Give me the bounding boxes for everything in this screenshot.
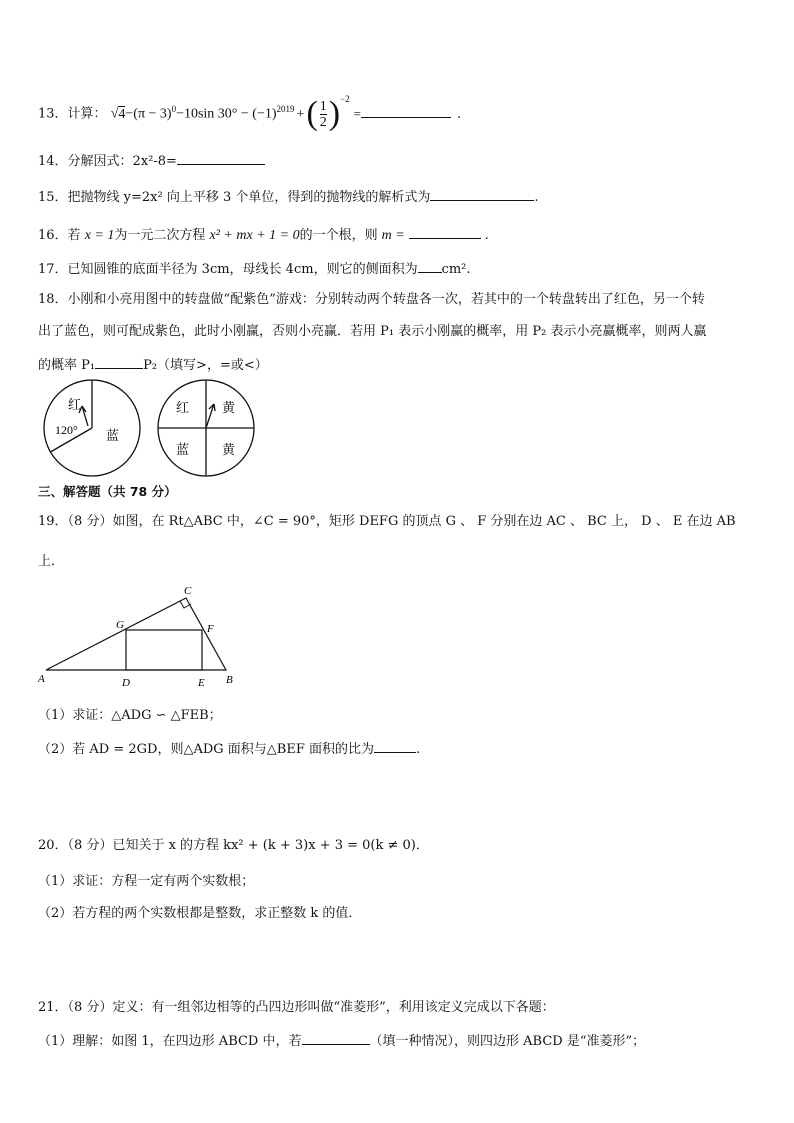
q13-answer-blank[interactable]: [361, 103, 451, 118]
q18-p2: P₂（填写>，=或<）: [143, 358, 268, 373]
q16-equation: x² + mx + 1 = 0: [209, 228, 300, 243]
q19-part2-end: .: [415, 742, 421, 757]
q17-a: 17．已知圆锥的底面半径为 3cm，母线长 4cm，则它的侧面积为: [38, 262, 418, 277]
q17-b: cm².: [441, 262, 471, 277]
label-f: F: [207, 623, 214, 635]
q13-fraction-num: 1: [319, 98, 327, 114]
spinner-2: [158, 380, 254, 476]
q13-label: 计算：: [67, 106, 107, 122]
question-20-part-1: （1）求证：方程一定有两个实数根；: [38, 874, 255, 889]
spinner-1: [44, 380, 140, 476]
question-19-part-1: （1）求证：△ADG ∽ △FEB；: [38, 708, 222, 723]
q14-text: 14．分解因式：2x²-8=: [38, 154, 177, 169]
q16-a: 16．若: [38, 228, 81, 243]
question-15: [38, 186, 539, 208]
section-3-title: 三、解答题（共 78 分）: [38, 484, 177, 499]
q19-answer-blank[interactable]: [374, 738, 416, 753]
question-19-line-2: 上．: [38, 554, 65, 569]
q16-m: m =: [381, 228, 405, 243]
question-17: [38, 258, 471, 280]
q13-exp0: 0: [171, 104, 177, 115]
q16-b: 为一元二次方程: [114, 228, 206, 243]
question-16: [38, 224, 489, 246]
q15-text: 15．把抛物线 y=2x² 向上平移 3 个单位，得到的抛物线的解析式为: [38, 190, 431, 205]
triangle-figure: [34, 584, 244, 690]
label-d: D: [122, 677, 130, 689]
label-g: G: [116, 619, 124, 631]
label-c: C: [184, 585, 192, 597]
question-21-part-1: [38, 1030, 645, 1052]
spinner-1-angle: 120°: [55, 423, 78, 437]
spinner-1-red: 红: [68, 398, 82, 413]
q16-condition: x = 1: [84, 228, 115, 243]
q21-part1-end: （填一种情况），则四边形 ABCD 是“准菱形”；: [369, 1034, 646, 1049]
q16-answer-blank[interactable]: [409, 224, 481, 239]
question-18-line-2: 出了蓝色，则可配成紫色，此时小刚赢，否则小亮赢．若用 P₁ 表示小刚赢的概率，用 P₂ 表示小亮赢概率，则两人赢: [38, 324, 707, 339]
label-a: A: [38, 673, 45, 685]
q13-plus: +: [296, 106, 305, 122]
question-18-line-1: 18．小刚和小亮用图中的转盘做“配紫色”游戏：分别转动两个转盘各一次，若其中的一个转盘转出了红色，另一个转: [38, 292, 705, 307]
q13-term1: −(π − 3): [125, 106, 172, 122]
label-e: E: [198, 677, 205, 689]
question-20-part-2: （2）若方程的两个实数根都是整数，求正整数 k 的值．: [38, 906, 362, 921]
q19-part2-text: （2）若 AD = 2GD，则△ADG 面积与△BEF 面积的比为: [38, 742, 374, 757]
spinner-1-pointer: [82, 406, 88, 426]
question-19-part-2: [38, 738, 420, 760]
question-14: [38, 150, 265, 172]
question-21-line-1: 21．（8 分）定义：有一组邻边相等的凸四边形叫做“准菱形”，利用该定义完成以下各题：: [38, 1000, 555, 1015]
q13-end: .: [457, 106, 462, 122]
q13-fraction: [320, 99, 327, 130]
q13-fraction-den: 2: [319, 114, 327, 130]
spinner-2-blue: 蓝: [176, 443, 190, 458]
q13-term2: −10sin 30° − (−1): [176, 106, 277, 122]
question-18-line-3: [38, 354, 268, 376]
spinner-2-yellow-2: 黄: [222, 443, 236, 458]
label-b: B: [226, 674, 233, 686]
q17-answer-blank[interactable]: [418, 258, 442, 273]
spinner-1-blue: 蓝: [106, 429, 120, 444]
rectangle-defg: [126, 630, 202, 670]
triangle-abc: [46, 598, 226, 670]
q18-p1: 的概率 P₁: [38, 358, 96, 373]
q16-end: .: [484, 228, 489, 243]
spinners-figure: [36, 376, 276, 480]
q15-answer-blank[interactable]: [430, 186, 534, 201]
right-angle-mark: [180, 601, 191, 608]
q13-exp-neg2: −2: [340, 94, 350, 105]
spinner-2-red: 红: [176, 401, 190, 416]
q18-answer-blank[interactable]: [95, 354, 143, 369]
q21-answer-blank[interactable]: [302, 1030, 370, 1045]
q14-answer-blank[interactable]: [177, 150, 265, 165]
question-20-line-1: 20．（8 分）已知关于 x 的方程 kx² + (k + 3)x + 3 = 0(k ≠ 0)．: [38, 838, 429, 853]
q13-equals: =: [353, 105, 362, 121]
q13-sqrt: √4: [110, 106, 126, 122]
q13-paren-right: ): [328, 95, 341, 132]
q13-paren-left: (: [306, 95, 318, 132]
q15-end: .: [534, 190, 539, 205]
question-19-line-1: 19．（8 分）如图，在 Rt△ABC 中，∠C = 90°，矩形 DEFG 的顶点 G 、 F 分别在边 AC 、 BC 上， D 、 E 在边 AB: [38, 514, 736, 529]
q13-number: 13．: [38, 106, 68, 122]
q16-c: 的一个根，则: [299, 228, 378, 243]
question-13: [38, 94, 462, 132]
q21-part1-text: （1）理解：如图 1，在四边形 ABCD 中，若: [38, 1034, 302, 1049]
q13-exp2019: 2019: [276, 104, 295, 115]
spinner-2-yellow-1: 黄: [222, 401, 236, 416]
